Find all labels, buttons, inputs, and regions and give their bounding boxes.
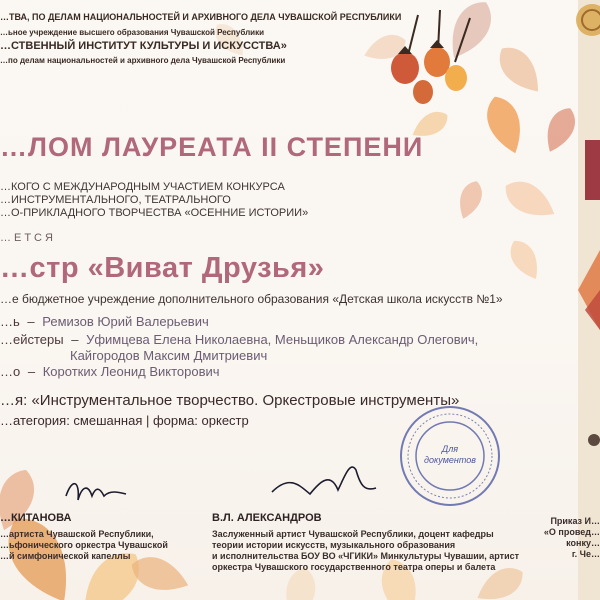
concertmasters-dash: –	[71, 332, 79, 347]
concertmasters-label: …ейстеры	[0, 332, 64, 347]
director-value: Коротких Леонид Викторович	[42, 364, 220, 379]
leader-row	[0, 314, 209, 329]
category-line: …атегория: смешанная | форма: оркестр	[0, 413, 249, 428]
diploma-title: …ЛОМ ЛАУРЕАТА II СТЕПЕНИ	[0, 132, 424, 162]
stamp-text: Для документов	[424, 444, 476, 465]
intro-line-3: …О-ПРИКЛАДНОГО ТВОРЧЕСТВА «ОСЕННИЕ ИСТОРИИ»	[0, 207, 309, 219]
director-label: …о	[0, 364, 21, 379]
school-line: …е бюджетное учреждение дополнительного образования «Детская школа искусств №1»	[0, 292, 503, 306]
awarded-label: …ЕТСЯ	[0, 232, 56, 244]
signature-2-desc-4: оркестра Чувашского государственного театра оперы и балета	[212, 562, 496, 572]
official-stamp	[398, 404, 502, 508]
concertmasters-value-2: Кайгородов Максим Дмитриевич	[70, 348, 268, 363]
institute-name: …СТВЕННЫЙ ИНСТИТУТ КУЛЬТУРЫ И ИСКУССТВА»	[0, 40, 287, 52]
concertmasters-value-1: Уфимцева Елена Николаевна, Меньщиков Александр Олегович,	[86, 332, 479, 347]
signature-scribbles	[66, 467, 376, 500]
order-line-1: Приказ И…	[550, 516, 600, 526]
signature-1-desc-2: …ьфонического оркестра Чувашской	[0, 540, 168, 550]
director-dash: –	[27, 364, 36, 379]
concertmasters-row	[0, 332, 478, 347]
header-line-4: …по делам национальностей и архивного дела Чувашской Республики	[0, 56, 286, 65]
nomination-line: …я: «Инструментальное творчество. Оркестровые инструменты»	[0, 392, 460, 409]
order-note	[544, 516, 600, 560]
signature-1-name: …КИТАНОВА	[0, 512, 72, 524]
signature-2-desc-2: теории истории искусств, музыкального образования	[212, 540, 456, 550]
header-line-2: …ьное учреждение высшего образования Чувашской Республики	[0, 28, 264, 37]
signature-2-desc-3: и исполнительства БОУ ВО «ЧГИКИ» Минкультуры Чувашии, артист	[212, 551, 520, 561]
signature-2-desc-1: Заслуженный артист Чувашской Республики, доцент кафедры	[212, 529, 494, 539]
leader-dash: –	[27, 314, 35, 329]
director-row	[0, 364, 220, 379]
intro-line-2: …ИНСТРУМЕНТАЛЬНОГО, ТЕАТРАЛЬНОГО	[0, 194, 231, 206]
order-line-3: конку…	[566, 538, 600, 548]
awardee-name: …стр «Виват Друзья»	[0, 252, 325, 284]
signature-1-desc-1: …артиста Чувашской Республики,	[0, 529, 154, 539]
signature-1-desc-3: …й симфонической капеллы	[0, 551, 131, 561]
order-line-2: «О провед…	[543, 527, 600, 537]
signature-2-name: В.Л. АЛЕКСАНДРОВ	[212, 512, 322, 524]
intro-line-1: …КОГО С МЕЖДУНАРОДНЫМ УЧАСТИЕМ КОНКУРСА	[0, 181, 285, 193]
leader-label: …ь	[0, 314, 20, 329]
leader-value: Ремизов Юрий Валерьевич	[42, 314, 209, 329]
ministry-line: …ТВА, ПО ДЕЛАМ НАЦИОНАЛЬНОСТЕЙ И АРХИВНОГО ДЕЛА ЧУВАШСКОЙ РЕСПУБЛИКИ	[0, 12, 402, 22]
order-line-4: г. Че…	[571, 549, 600, 559]
right-panel	[576, 0, 600, 600]
